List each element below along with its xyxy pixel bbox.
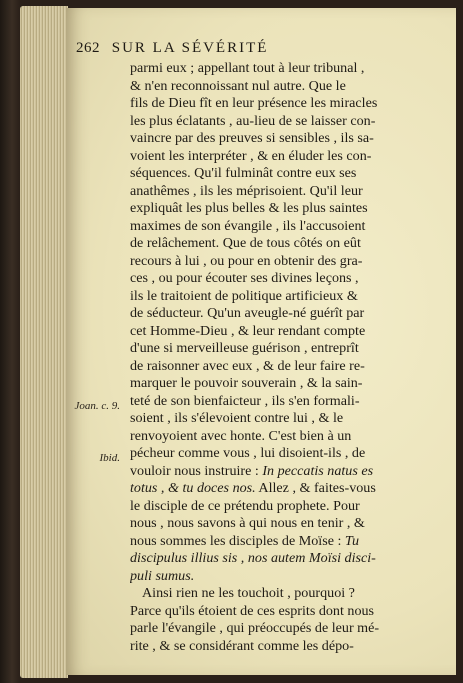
text-segment: le disciple de ce prétendu prophete. Pour [130,497,360,514]
text-segment: cet Homme-Dieu , & leur rendant compte [130,322,366,339]
text-line [130,113,430,131]
text-line [130,95,430,113]
text-segment: teté de son bienfaicteur , ils s'en formali- [130,392,360,409]
text-line [130,78,430,96]
text-segment: ils le traitoient de politique artificieux & [130,287,358,304]
latin-quote: In peccatis natus es [262,462,374,479]
running-header [76,40,436,57]
text-line [130,638,430,656]
text-segment: renvoyoient avec honte. C'est bien à un [130,427,352,444]
text-segment: d'une si merveilleuse guérison , entreprît [130,340,359,356]
text-segment: rite , & se considérant comme les dépo- [130,637,354,654]
text-line [130,375,430,393]
text-segment: vouloir nous instruire : [130,462,263,479]
text-segment: nous , nous savons à qui nous en tenir , & [130,515,365,531]
text-segment: pécheur comme vous , lui disoient-ils , de [130,445,366,461]
text-line [130,445,430,463]
text-segment: les plus éclatants , au-lieu de se laisser con- [130,112,376,129]
text-line [130,270,430,288]
text-segment: marquer le pouvoir souverain , & la sain- [130,375,363,391]
text-line [130,428,430,446]
text-line [130,393,430,411]
text-line [130,130,430,148]
text-line [130,533,430,551]
latin-quote: Tu [344,532,360,549]
text-segment: de raisonner avec eux , & de leur faire re- [130,357,365,374]
text-segment: ces , ou pour écouter ses divines leçons , [130,270,359,286]
text-segment: soient , ils s'élevoient contre lui , & le [130,410,344,426]
margin-note-joan: Joan. c. 9. [74,400,120,412]
text-segment: & n'en reconnoissant nul autre. Que le [130,77,346,94]
text-line [130,358,430,376]
margin-note-ibid: Ibid. [99,452,120,464]
text-line [130,480,430,498]
text-segment: maximes de son évangile , ils l'accusoient [130,217,366,234]
text-line [130,410,430,428]
text-line [130,550,430,568]
text-line [130,323,430,341]
text-line [130,200,430,218]
book-spine [0,0,20,683]
text-line [130,288,430,306]
text-line [130,253,430,271]
text-segment: Parce qu'ils étoient de ces esprits dont nous [130,602,375,619]
text-segment: voient les interpréter , & en éluder les con- [130,147,372,164]
text-segment: de séducteur. Qu'un aveugle-né guérît par [130,305,365,321]
latin-quote: discipulus illius sis , nos autem Moïsi disci- [130,550,376,566]
text-line [130,585,430,603]
text-line [130,603,430,621]
text-line [130,340,430,358]
text-line [130,183,430,201]
text-segment: Ainsi rien ne les touchoit , pourquoi ? [142,585,355,601]
running-title: SUR LA SÉVÉRITÉ [111,40,269,56]
page-number: 262 [76,40,100,56]
body-text [130,60,430,655]
latin-quote: puli sumus. [130,567,195,584]
text-segment: parmi eux ; appellant tout à leur tribunal , [130,60,365,76]
page-edges [20,6,68,678]
text-line [130,235,430,253]
text-line [130,620,430,638]
text-segment: séquences. Qu'il fulminât contre eux ses [130,165,357,181]
text-segment: anathêmes , ils les méprisoient. Qu'il leur [130,182,363,199]
text-segment: vaincre par des preuves si sensibles , ils sa- [130,130,374,146]
text-line [130,498,430,516]
text-line [130,305,430,323]
text-segment: parle l'évangile , qui préoccupés de leur mé- [130,620,380,636]
text-segment: nous sommes les disciples de Moïse : [130,532,345,549]
text-segment: de relâchement. Que de tous côtés on eût [130,235,361,251]
text-line [130,568,430,586]
latin-quote: totus , & tu doces nos. [130,480,256,496]
text-line [130,148,430,166]
text-segment: fils de Dieu fît en leur présence les miracles [130,95,378,111]
text-segment: recours à lui , ou pour en obtenir des gra- [130,252,363,269]
text-line [130,218,430,236]
text-segment: expliquât les plus belles & les plus saintes [130,200,368,216]
text-line [130,515,430,533]
text-segment: Allez , & faites-vous [255,480,376,496]
text-line [130,463,430,481]
text-line [130,60,430,78]
text-line [130,165,430,183]
